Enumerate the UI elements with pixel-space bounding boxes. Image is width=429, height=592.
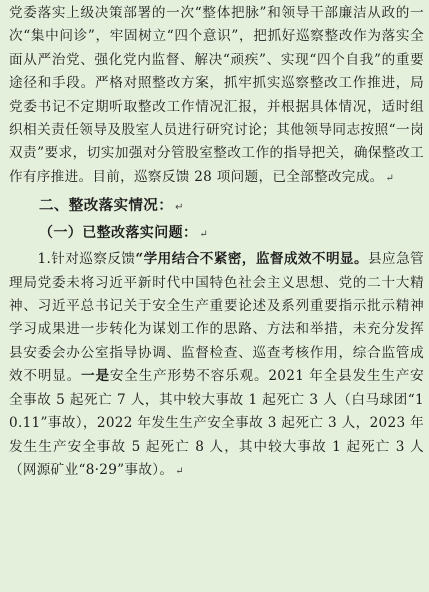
section-heading [9,194,424,220]
subsection-heading-text: （一）已整改落实问题： [39,225,198,242]
item-paragraph [9,248,424,483]
item-point-bold: 一是 [81,368,110,385]
paragraph-mark-icon: ↵ [199,229,209,241]
section-heading-text: 二、整改落实情况： [39,198,174,215]
paragraph-mark-icon: ↵ [175,202,184,214]
intro-paragraph [9,2,424,190]
item-tail: 安全生产形势不容乐观。2021 年全县发生生产安全事故 5 起死亡 7 人，其中较大事故 1 起死亡 3 人（白马球团“10.11”事故），2022 年发生生产安全事故 3 起死亡 3 人，2023 年发生生产安全事故 5 起死亡 8 人，其中较大事故 1 起死亡 3 人（网源矿业“8·29”事故）。 [9,368,425,478]
item-lead: 1.针对巡察反馈 [37,251,136,268]
paragraph-mark-icon: ↵ [385,172,395,184]
item-body: 县应急管理局党委未将习近平新时代中国特色社会主义思想、党的二十大精神、习近平总书记关于安全生产重要论述及系列重要指示批示精神学习成果进一步转化为谋划工作的思路、方法和举措，未充分发挥县安委会办公室指导协调、监督检查、巡查考核作用，综合监管成效不明显。 [9,251,424,385]
subsection-heading [9,221,424,247]
item-quote-bold: “学用结合不紧密，监督成效不明显。 [135,251,369,268]
paragraph-mark-icon: ↵ [175,465,184,477]
intro-text: 党委落实上级决策部署的一次“整体把脉”和领导干部廉洁从政的一次“集中问诊”，牢固树立“四个意识”，把抓好巡察整改作为落实全面从严治党、强化党内监督、解决“顽疾”、实现“四个自我”的重要途径和手段。严格对照整改方案，抓牢抓实巡察整改工作推进，局党委书记不定期听取整改工作情况汇报，并根据具体情况，适时组织相关责任领导及股室人员进行研究讨论；其他领导同志按照“一岗双责”要求，切实加强对分管股室整改工作的指导把关，确保整改工作有序推进。目前，巡察反馈 28 项问题，已全部整改完成。 [9,5,424,185]
